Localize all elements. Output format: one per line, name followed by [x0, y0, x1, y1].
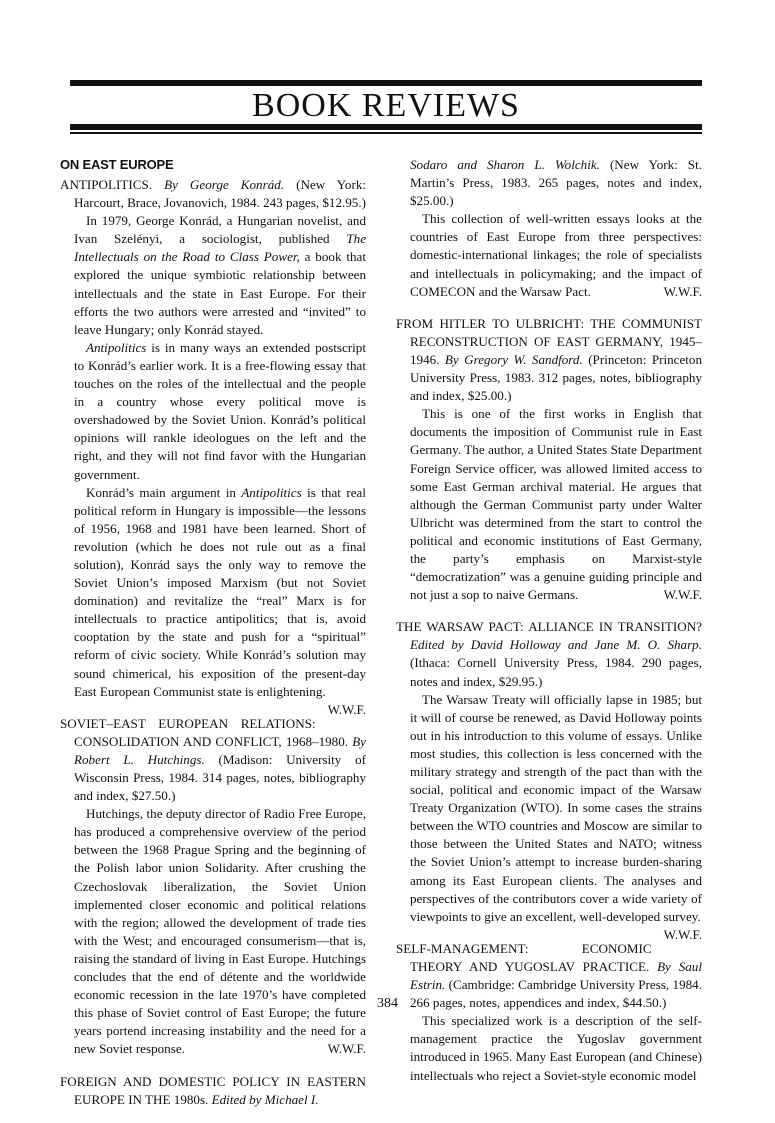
review-author: By George Konrád. [164, 177, 285, 192]
review-publisher: (Ithaca: Cornell University Press, 1984. 290 pages, notes and index, $29.95.) [410, 655, 702, 689]
reviewer-signature: W.W.F. [327, 1041, 366, 1057]
review-title: SOVIET–EAST EUROPEAN RELATIONS: CONSOLIDATION AND CONFLICT, 1968–1980. [60, 715, 349, 749]
review-citation [396, 315, 702, 405]
paragraph-text: This is one of the first works in English that documents the imposition of Communist rule in East Germany. The author, a United States State Department Foreign Service officer, was allowed limited access to some East German archival material. He argues that although the German Communist party under Walter Ulbricht was determined from the start to control the political and economic institutions of East Germany, the party’s emphasis on Marxist-style “democratization” was a genuine guiding principle and not just a sop to naive Germans. [410, 406, 702, 603]
reviewer-signature: W.W.F. [327, 701, 366, 717]
reviewer-signature: W.W.F. [663, 926, 702, 942]
book-title-italic: The Intellectuals on the Road to Class Power, [74, 231, 366, 265]
paragraph-text: Konrád’s main argument in [86, 484, 236, 500]
review-title: FROM HITLER TO ULBRICHT: THE COMMUNIST RECONSTRUCTION OF EAST GERMANY, 1945–1946. [396, 315, 702, 367]
section-heading: ON EAST EUROPE [60, 157, 174, 172]
review-publisher: (New York: St. Martin’s Press, 1983. 265 pages, notes and index, $25.00.) [410, 157, 702, 209]
review-from-hitler-to-ulbricht [396, 315, 702, 605]
paragraph-text: The Warsaw Treaty will officially lapse in 1985; but it will of course be renewed, as David Holloway points out in his introduction to this volume of essays. Unlike most studies, this collection is less concerned with the military strategy and strength of the pact than with the social, political and economic impact of the Warsaw Treaty Organization (WTO). In some cases the strains between the WTO countries and Moscow are similar to those between the United States and NATO; witness the Soviet Union’s attempt to increase burden-sharing among its East European clients. The analyses and perspectives of the contributors cover a wide variety of viewpoints to give an excellent, well-developed survey. [410, 691, 702, 924]
review-publisher: (Madison: University of Wisconsin Press, 1984. 314 pages, notes, bibliography and index, $27.50.) [74, 751, 366, 804]
review-paragraph [396, 1012, 702, 1084]
review-self-management [396, 940, 702, 1085]
review-foreign-domestic-policy-continued [396, 156, 702, 301]
review-paragraph [60, 484, 366, 717]
review-warsaw-pact [396, 618, 702, 942]
header-rule-thin [70, 132, 702, 134]
paragraph-text: This collection of well-written essays looks at the countries of East Europe from three perspectives: domestic-international linkages; the role of specialists and intellectuals in policymaking; and the impact of COMECON and the Warsaw Pact. [410, 211, 702, 299]
paragraph-text: In 1979, George Konrád, a Hungarian novelist, and Ivan Szelényi, a sociologist, published [74, 213, 366, 247]
review-paragraph [396, 691, 702, 942]
review-citation [396, 618, 702, 690]
right-column [396, 156, 702, 1099]
reviewer-signature: W.W.F. [663, 283, 702, 299]
review-author: Edited by Michael I. [211, 1091, 319, 1107]
review-paragraph [60, 805, 366, 1058]
page-number: 384 [377, 996, 398, 1011]
paragraph-text: is in many ways an extended postscript to Konrád’s earlier work. It is a free-flowing essay that touches on the roles of the intellectual and the people in a country whose every political move is overshadowed by the Soviet Union. Konrád’s political opinions will rankle ideologues on the left and the right, and they will not find favor with the Hungarian government. [74, 339, 366, 482]
review-foreign-domestic-policy [60, 1073, 366, 1109]
review-paragraph [60, 212, 366, 339]
review-citation [60, 715, 366, 805]
paragraph-text: is that real political reform in Hungary is impossible—the lessons of 1956, 1968 and 1981 have been learned. Short of revolution (which he does not rule out as a final solution), Konrád says the only way to remove the Soviet Union’s imposed Marxism (but not Soviet domination) and revitalize the “real” Marx is for intellectuals to practice antipolitics; that is, avoid cooptation by the state and push for a “spiritual” reform of civic society. While Konrád’s solution may sound chimerical, his exposition of the present-day East European Communist state is enlightening. [74, 484, 366, 699]
paragraph-text: This specialized work is a description of the self-management practice the Yugoslav government introduced in 1965. Many East European (and Chinese) intellectuals who reject a Soviet-style economic model [410, 1013, 702, 1083]
reviewer-signature: W.W.F. [663, 587, 702, 603]
review-paragraph [396, 405, 702, 604]
review-title: SELF-MANAGEMENT: ECONOMIC THEORY AND YUGOSLAV PRACTICE. [396, 940, 652, 974]
review-citation [396, 156, 702, 210]
paragraph-text: a book that explored the unique symbiotic relationship between intellectuals and the state in East Europe. For their efforts the two authors were arrested and “invited” to leave Hungary; only Konrád stayed. [74, 249, 366, 337]
paragraph-text: Hutchings, the deputy director of Radio Free Europe, has produced a comprehensive overview of the period between the 1968 Prague Spring and the beginning of the Polish labor union Solidarity. After crushing the Czechoslovak liberalization, the Soviet Union implemented closer economic and political relations with the region; allowed the development of trade ties with the West; and encouraged consumerism—that is, raising the standard of living in East Europe. Hutchings concludes that the end of détente and the worldwide economic recession in the late 1970’s have completed this phase of Soviet control of East Europe; the future years portend increasing instability and the need for a new Soviet response. [74, 806, 366, 1057]
review-title: THE WARSAW PACT: ALLIANCE IN TRANSITION? [396, 619, 702, 635]
header-rule-bottom [70, 124, 702, 130]
review-title: FOREIGN AND DOMESTIC POLICY IN EASTERN EUROPE IN THE 1980s. [60, 1073, 366, 1107]
left-column [60, 156, 366, 1123]
review-paragraph [396, 210, 702, 300]
book-title-italic: Antipolitics [86, 339, 147, 355]
review-publisher: (New York: Harcourt, Brace, Jovanovich, 1984. 243 pages, $12.95.) [74, 177, 367, 211]
book-title-italic: Antipolitics [241, 484, 302, 500]
review-author: By Saul Estrin. [410, 958, 702, 993]
review-title: ANTIPOLITICS. [60, 177, 153, 192]
review-paragraph [60, 339, 366, 484]
review-citation [60, 1073, 366, 1109]
review-author: By Robert L. Hutchings. [74, 733, 366, 767]
review-author: By Gregory W. Sandford. [444, 351, 583, 367]
review-antipolitics [60, 176, 367, 717]
review-author: Sodaro and Sharon L. Wolchik. [410, 157, 600, 172]
review-publisher: (Cambridge: Cambridge University Press, 1984. 266 pages, notes, appendices and index, $44.50.) [410, 977, 702, 1011]
page-title: BOOK REVIEWS [252, 87, 520, 124]
review-author: Edited by David Holloway and Jane M. O. Sharp. [410, 637, 702, 653]
review-citation [60, 176, 366, 212]
review-publisher: (Princeton: Princeton University Press, 1983. 312 pages, notes, bibliography and index, $25.00.) [410, 351, 702, 404]
